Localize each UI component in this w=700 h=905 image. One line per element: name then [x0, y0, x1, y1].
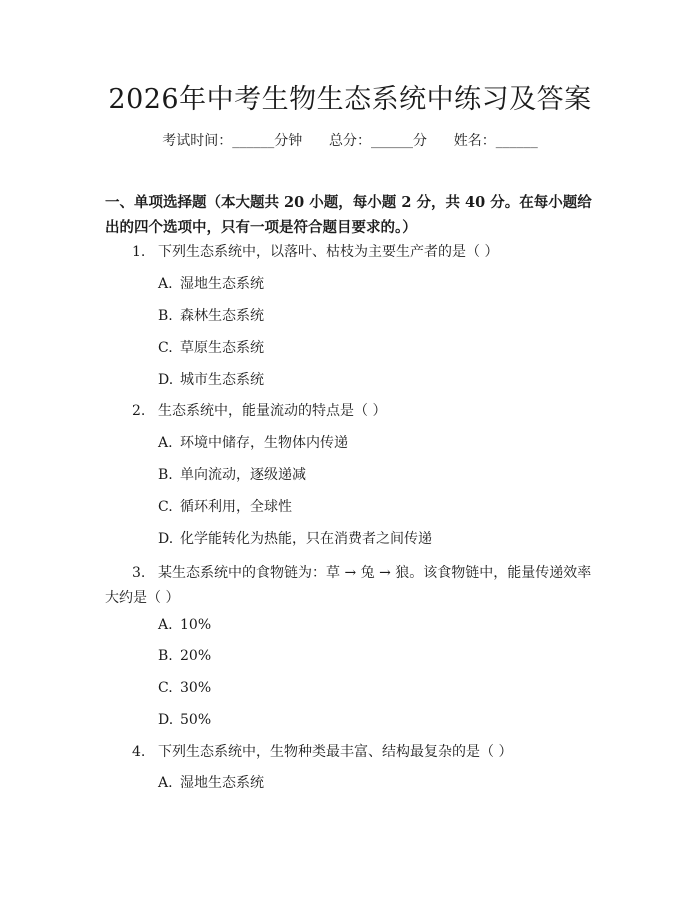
question-text: 下列生态系统中，以落叶、枯枝为主要生产者的是（ ） [158, 244, 499, 260]
option-text: 单向流动，逐级递减 [180, 467, 306, 483]
option-text: 湿地生态系统 [180, 276, 264, 292]
question-1-option-a [158, 273, 264, 295]
option-letter: A. [158, 435, 173, 451]
option-text: 森林生态系统 [180, 308, 264, 324]
option-text: 20% [180, 648, 212, 664]
page-title: 2026年中考生物生态系统中练习及答案 [108, 84, 592, 115]
question-1 [105, 240, 600, 265]
option-letter: D. [158, 712, 174, 728]
option-text: 10% [180, 617, 212, 633]
option-text: 草原生态系统 [180, 340, 264, 356]
question-3-option-d [158, 709, 211, 731]
option-text: 30% [180, 680, 212, 696]
question-1-option-d [158, 369, 264, 391]
question-3-option-c [158, 677, 211, 699]
question-1-option-c [158, 337, 264, 359]
question-4-option-a [158, 772, 264, 794]
question-text: 下列生态系统中，生物种类最丰富、结构最复杂的是（ ） [158, 744, 513, 760]
option-letter: C. [158, 340, 173, 356]
option-letter: B. [158, 308, 173, 324]
question-3-option-a [158, 614, 211, 636]
question-number: 3. [132, 565, 146, 581]
question-number: 4. [132, 744, 146, 760]
option-letter: C. [158, 680, 173, 696]
question-1-option-b [158, 305, 264, 327]
question-3-option-b [158, 645, 211, 667]
question-text: 某生态系统中的食物链为：草 → 兔 → 狼。该食物链中，能量传递效率大约是（ ） [105, 565, 592, 606]
question-2-option-a [158, 432, 348, 454]
option-letter: A. [158, 775, 173, 791]
question-4 [105, 740, 600, 765]
question-number: 1. [132, 244, 146, 260]
exam-info-line: 考试时间：______分钟 总分：______分 姓名：______ [162, 133, 538, 149]
option-text: 环境中储存，生物体内传递 [180, 435, 348, 451]
question-2-option-b [158, 464, 306, 486]
option-text: 循环利用，全球性 [180, 499, 292, 515]
option-text: 化学能转化为热能，只在消费者之间传递 [180, 531, 432, 547]
question-number: 2. [132, 403, 146, 419]
question-text: 生态系统中，能量流动的特点是（ ） [158, 403, 387, 419]
option-letter: D. [158, 372, 174, 388]
option-letter: D. [158, 531, 174, 547]
option-letter: A. [158, 617, 173, 633]
option-letter: C. [158, 499, 173, 515]
option-text: 50% [180, 712, 212, 728]
option-text: 湿地生态系统 [180, 775, 264, 791]
question-3 [105, 561, 600, 611]
option-text: 城市生态系统 [180, 372, 264, 388]
option-letter: B. [158, 467, 173, 483]
option-letter: B. [158, 648, 173, 664]
option-letter: A. [158, 276, 173, 292]
question-2 [105, 399, 600, 424]
question-2-option-c [158, 496, 292, 518]
question-2-option-d [158, 528, 432, 550]
section-heading: 一、单项选择题（本大题共 20 小题，每小题 2 分，共 40 分。在每小题给出的四个选项中，只有一项是符合题目要求的。） [105, 194, 592, 236]
